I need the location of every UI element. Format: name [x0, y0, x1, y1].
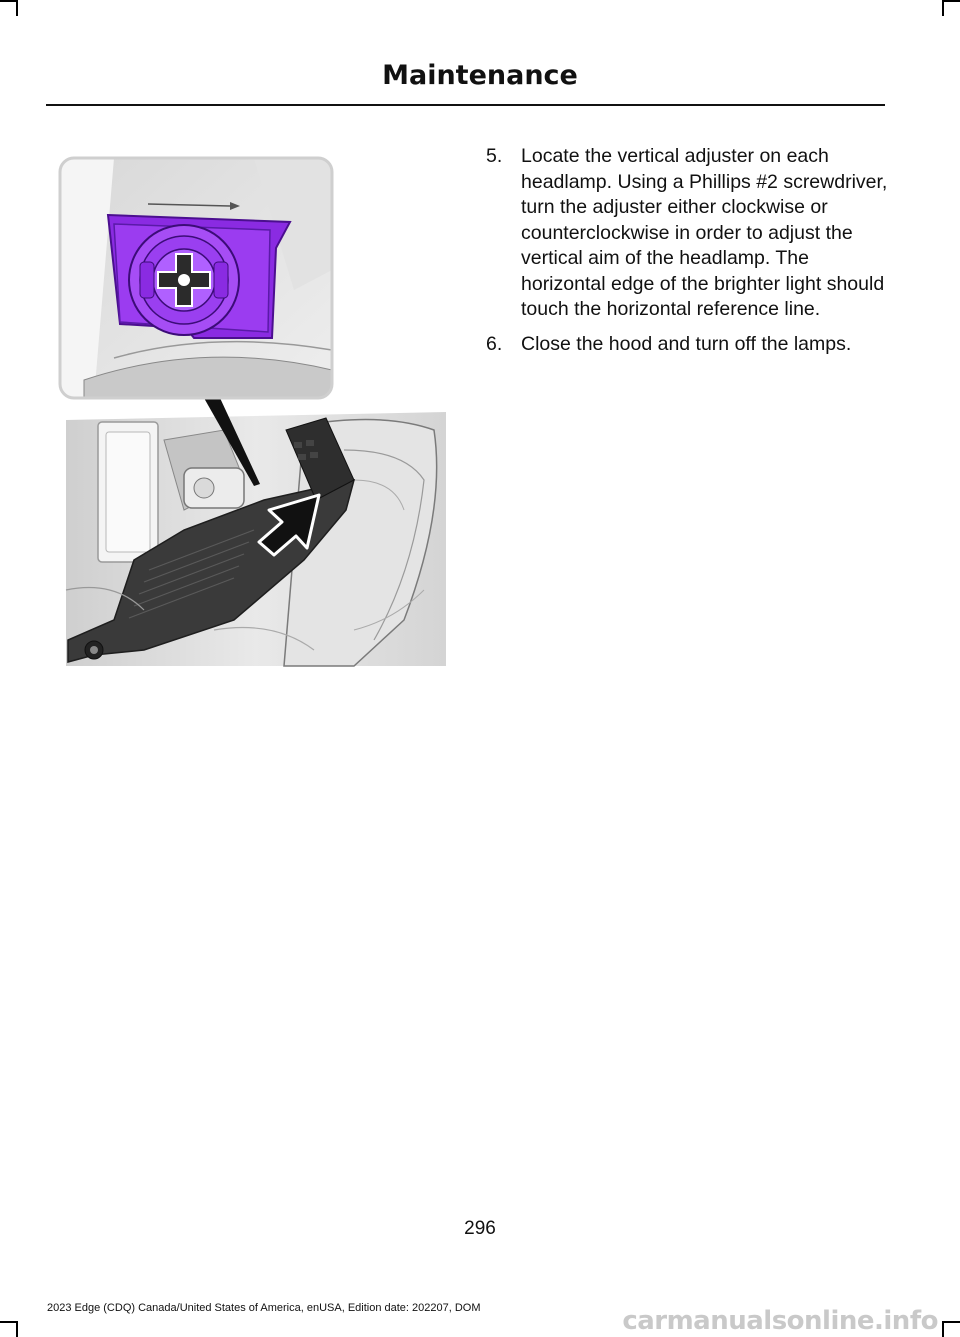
crop-mark: [0, 0, 16, 2]
engine-bay-scene: [66, 412, 446, 666]
headlamp-adjuster-illustration: [54, 150, 446, 670]
step-text: Locate the vertical adjuster on each headlamp. Using a Phillips #2 screwdriver, turn the adjuster either clockwise or counterclockwise in order to adjust the vertical aim of the headlamp. The horizontal edge of the brighter light should touch the horizontal reference line.: [521, 145, 888, 320]
crop-mark: [942, 0, 944, 16]
crop-mark: [944, 1321, 960, 1323]
step-number: 5.: [486, 145, 503, 167]
crop-mark: [944, 0, 960, 2]
step-5: [486, 144, 896, 323]
instruction-steps: [486, 144, 896, 366]
header-rule: [46, 104, 885, 106]
crop-mark: [16, 0, 18, 16]
watermark: carmanualsonline.info: [622, 1306, 938, 1336]
step-text: Close the hood and turn off the lamps.: [521, 332, 852, 355]
step-6: [486, 332, 896, 358]
zoom-inset: [60, 158, 332, 398]
edition-note: 2023 Edge (CDQ) Canada/United States of America, enUSA, Edition date: 202207, DOM: [47, 1302, 481, 1314]
crop-mark: [942, 1321, 944, 1337]
step-number: 6.: [486, 332, 503, 355]
crop-mark: [0, 1321, 16, 1323]
page-number: 296: [464, 1218, 496, 1239]
page-title: Maintenance: [382, 60, 578, 91]
crop-mark: [16, 1321, 18, 1337]
